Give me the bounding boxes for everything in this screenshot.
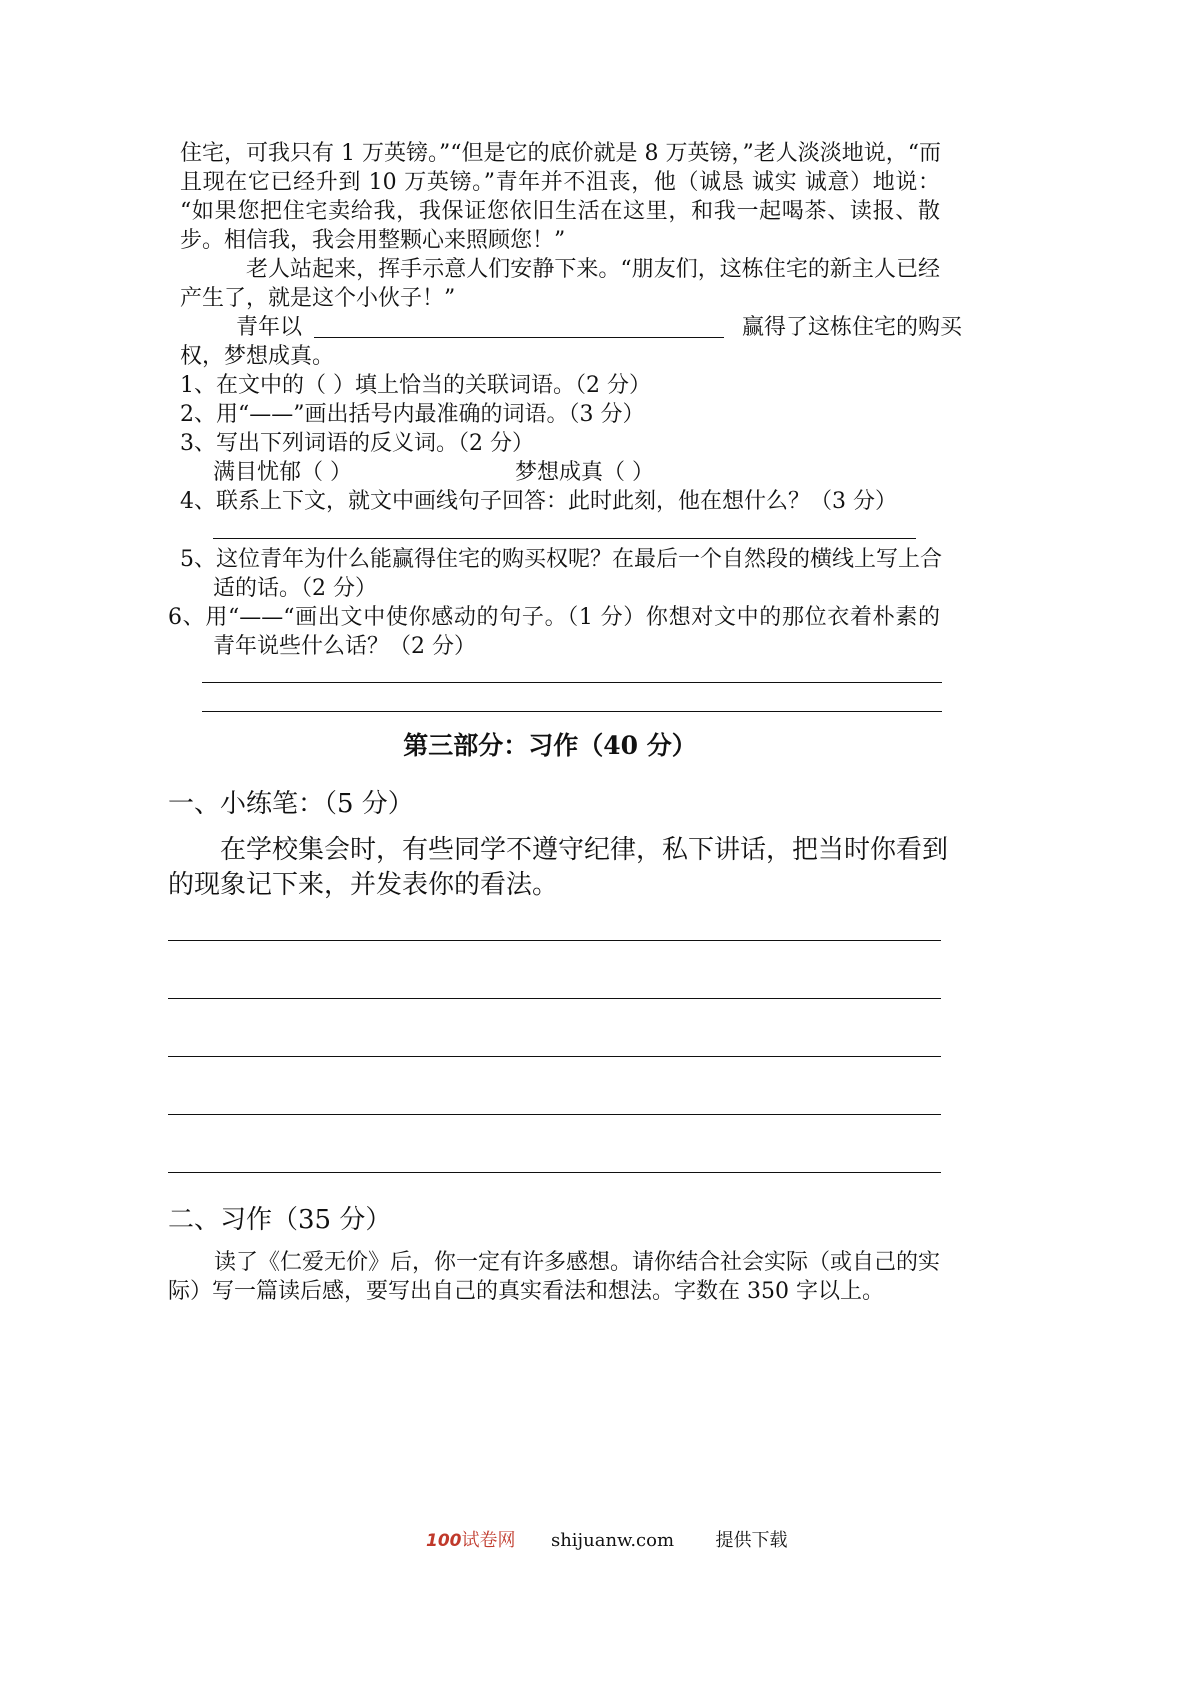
- answer-line-q6-2[interactable]: [202, 711, 942, 712]
- writing-line-4[interactable]: [168, 1114, 941, 1115]
- logo-number: 100: [426, 1531, 462, 1551]
- question-1: 1、在文中的（ ）填上恰当的关联词语。（2 分）: [180, 373, 651, 398]
- logo-text: 试卷网: [461, 1530, 516, 1551]
- question-3-item-b: 梦想成真（ ）: [515, 460, 654, 485]
- question-5-line-1: 5、这位青年为什么能赢得住宅的购买权呢？在最后一个自然段的横线上写上合: [180, 547, 942, 572]
- writing-line-1[interactable]: [168, 940, 941, 941]
- passage-line-3: “如果您把住宅卖给我，我保证您依旧生活在这里，和我一起喝茶、读报、散: [180, 199, 940, 224]
- question-3: 3、写出下列词语的反义词。（2 分）: [180, 431, 534, 456]
- passage-line-2: 且现在它已经升到 10 万英镑。”青年并不沮丧，他（诚恳 诚实 诚意）地说：: [180, 170, 940, 195]
- footer-provide: 提供下载: [715, 1530, 788, 1551]
- passage-line-5: 老人站起来，挥手示意人们安静下来。“朋友们，这栋住宅的新主人已经: [246, 257, 940, 282]
- passage-line-7: [236, 313, 962, 343]
- section-2-prompt-line-2: 际）写一篇读后感，要写出自己的真实看法和想法。字数在 350 字以上。: [168, 1279, 884, 1304]
- answer-line-q6-1[interactable]: [202, 682, 942, 683]
- question-4: 4、联系上下文，就文中画线句子回答：此时此刻，他在想什么？（3 分）: [180, 489, 897, 514]
- passage-line-7-end: 赢得了这栋住宅的购买: [742, 315, 963, 340]
- section-2-prompt-line-1: 读了《仁爱无价》后，你一定有许多感想。请你结合社会实际（或自己的实: [214, 1250, 941, 1275]
- part-3-title: 第三部分：习作（40 分）: [403, 731, 697, 760]
- passage-line-1: 住宅，可我只有 1 万英镑。”“但是它的底价就是 8 万英镑，”老人淡淡地说，“而: [180, 141, 941, 166]
- section-1-prompt-line-2: 的现象记下来，并发表你的看法。: [168, 870, 559, 900]
- footer-site[interactable]: shijuanw.com: [550, 1530, 675, 1551]
- section-1-title: 一、小练笔：（5 分）: [168, 789, 414, 819]
- writing-line-5[interactable]: [168, 1172, 941, 1173]
- section-2-title: 二、习作（35 分）: [168, 1205, 392, 1235]
- writing-line-2[interactable]: [168, 998, 941, 999]
- question-6-line-2: 青年说些什么话？（2 分）: [213, 634, 476, 659]
- answer-blank-line[interactable]: [314, 319, 724, 338]
- question-2: 2、用“——”画出括号内最准确的词语。（3 分）: [180, 402, 645, 427]
- passage-line-7-start: 青年以: [236, 315, 303, 340]
- writing-line-3[interactable]: [168, 1056, 941, 1057]
- footer: [426, 1526, 788, 1552]
- passage-line-8: 权，梦想成真。: [180, 344, 335, 369]
- question-5-line-2: 适的话。（2 分）: [213, 576, 377, 601]
- question-3-item-a: 满目忧郁（ ）: [213, 460, 352, 485]
- question-6-line-1: 6、用“——“画出文中使你感动的句子。（1 分）你想对文中的那位衣着朴素的: [168, 605, 940, 630]
- passage-line-6: 产生了，就是这个小伙子！”: [180, 286, 456, 311]
- section-1-prompt-line-1: 在学校集会时，有些同学不遵守纪律，私下讲话，把当时你看到: [220, 835, 949, 865]
- passage-line-4: 步。相信我，我会用整颗心来照顾您！”: [180, 228, 566, 253]
- answer-line-q4[interactable]: [213, 538, 916, 539]
